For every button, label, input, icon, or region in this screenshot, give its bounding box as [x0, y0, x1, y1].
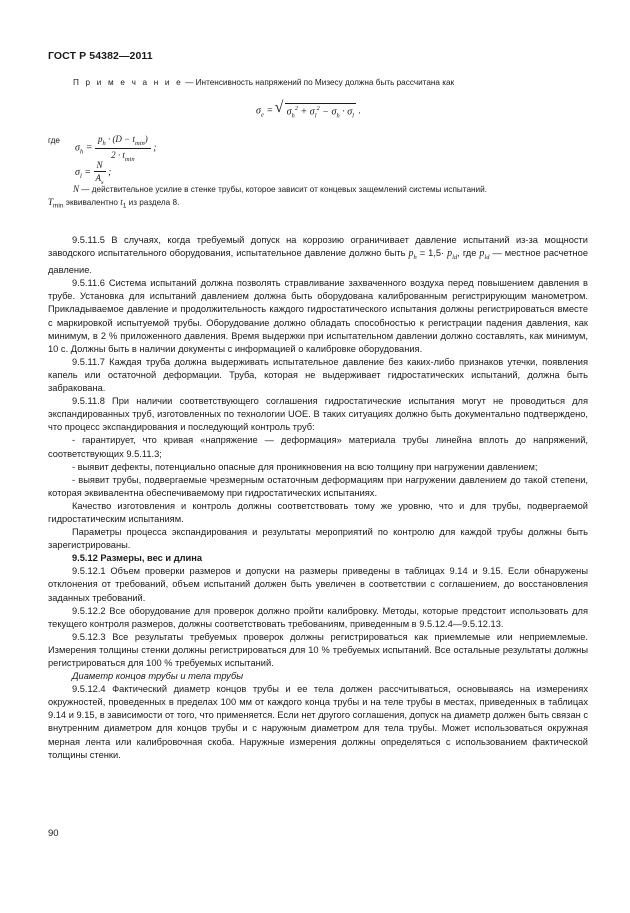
- page-number: 90: [48, 828, 59, 839]
- clause-9-5-11-8: 9.5.11.8 При наличии соответствующего соглашения гидростатические испытания могут не проводиться для экспандированных труб, изготовленных по технологии UOE. В таких ситуациях должно быть документально подтверждено, что процесс экспандирования и последующий контроль труб:: [48, 396, 588, 433]
- clause-9-5-11-6: 9.5.11.6 Система испытаний должна позволять стравливание захваченного воздуха перед повышением давления в трубе. Установка для испытаний давлением должна быть оборудована калиброванным регистрирующим манометром. Прикладываемое давление и продолжительность каждого гидростатического испытания должны регистрироваться вместе с маркировкой испытуемой трубы. Оборудование должно обладать способностью к регистрации падения давления, как минимум, в 2 % приложенного давления. Время выдержки при испытательном давлении должно составлять, как минимум, 10 с. Должны быть в наличии документы с информацией о калибровке оборудования.: [48, 278, 588, 354]
- note-text: — Интенсивность напряжений по Мизесу должна быть рассчитана как: [182, 78, 455, 87]
- list-item: - выявит дефекты, потенциально опасные для проникновения на всю толщину при нагружении давлением;: [72, 461, 538, 472]
- list-item: - гарантирует, что кривая «напряжение — деформация» материала трубы линейна вплоть до напряжений, соответствующих 9.5.11.3;: [48, 435, 588, 459]
- subheading-diameter: Диаметр концов трубы и тела трубы: [72, 671, 244, 682]
- list-item: - выявит трубы, подвергаемые чрезмерным остаточным деформациям при нагружении давлением до такой степени, которая эквивалентна обеспечиваемому при гидростатических испытаниях.: [48, 474, 588, 498]
- clause-9-5-11-5: 9.5.11.5 В случаях, когда требуемый допуск на коррозию ограничивает давление испытаний из-за мощности заводского испытательного оборудования, испытательное давление должно быть $p_h = 1,5\cdot p_{ld}$, где $p_{ld}$ — местное расчетное давление.: [48, 235, 588, 276]
- von-mises-formula: $\sigma_e$ = √ $\sigma_h^2 + \sigma_l^2 - \sigma_h \cdot \sigma_l$ .: [256, 103, 361, 119]
- body-text: [48, 234, 588, 762]
- n-definition: N — действительное усилие в стенке трубы, которое зависит от концевых защемлений системы испытаний. $T_{min}$ эквивалентно $t_1$ из раздела 8.: [48, 184, 487, 210]
- paragraph: Параметры процесса экспандирования и результаты мероприятий по контролю для каждой трубы должны быть зарегистрированы.: [48, 527, 588, 551]
- axial-stress-formula: $\sigma_l$ = $\frac{N}{A_s}$ ;: [75, 160, 112, 186]
- section-heading-9-5-12: 9.5.12 Размеры, вес и длина: [72, 553, 203, 564]
- note-paragraph: [48, 76, 588, 89]
- note-label: П р и м е ч а н и е: [73, 78, 183, 87]
- clause-9-5-12-1: 9.5.12.1 Объем проверки размеров и допуски на размеры приведены в таблицах 9.14 и 9.15. Если обнаружены отклонения от требований, объем испытаний должен быть увеличен в соответствии с соглашением, до восстановления заданных требований.: [48, 566, 588, 603]
- clause-9-5-12-2: 9.5.12.2 Все оборудование для проверок должно пройти калибровку. Методы, которые предстоит использовать для текущего контроля размеров, должны соответствовать требованиям, приведенным в 9.5.12.4—9.5.12.13.: [48, 605, 588, 629]
- clause-9-5-12-4: 9.5.12.4 Фактический диаметр концов трубы и ее тела должен рассчитываться, основываясь на измерениях окружностей, проведенных в пределах 100 мм от каждого конца трубы и на теле трубы в местах, приведенных в таблицах 9.14 и 9.15, в зависимости от того, что применяется. Если нет другого соглашения, допуск на диаметр должен быть связан с внутренним диаметром для концов трубы и с наружным диаметром для тела трубы. Может использоваться окружная мерная лента или калибровочная скоба. Наружные измерения должны определяться с использованием фактической толщины стенки.: [48, 684, 588, 760]
- paragraph: Качество изготовления и контроль должны соответствовать тому же уровню, что и для трубы, подвергаемой гидростатическим испытаниям.: [48, 500, 588, 524]
- clause-9-5-11-7: 9.5.11.7 Каждая труба должна выдерживать испытательное давление без каких-либо признаков утечки, появления капель или остаточной деформации. Труба, которая не выдерживает гидростатических испытаний, должна быть забракована.: [48, 356, 588, 394]
- clause-9-5-12-3: 9.5.12.3 Все результаты требуемых проверок должны регистрироваться как приемлемые или неприемлемые. Измерения толщины стенки должны регистрироваться для 10 % требуемых испытаний. Все остальные результаты должны регистрироваться для 100 % требуемых испытаний.: [48, 631, 588, 668]
- formula-where-label: где: [48, 136, 60, 145]
- document-header: ГОСТ Р 54382—2011: [48, 50, 153, 62]
- hoop-stress-formula: $\sigma_h$ = $\frac{p_h \cdot (D - t_{min})}{2 \cdot t_{min}}$ ;: [75, 134, 157, 163]
